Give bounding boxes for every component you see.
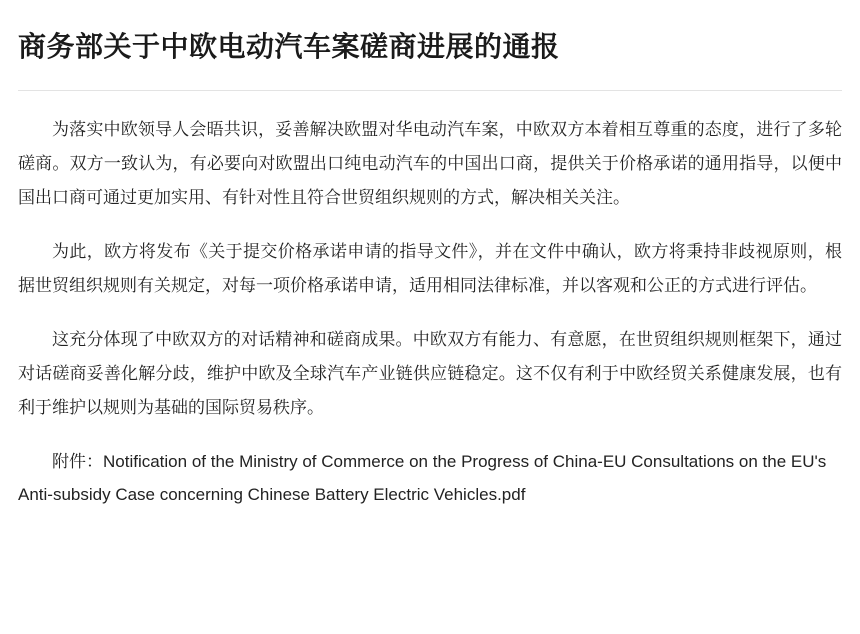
article-body	[18, 113, 842, 511]
body-paragraph: 为落实中欧领导人会晤共识，妥善解决欧盟对华电动汽车案，中欧双方本着相互尊重的态度，进行了多轮磋商。双方一致认为，有必要向对欧盟出口纯电动汽车的中国出口商，提供关于价格承诺的通用指导，以便中国出口商可通过更加实用、有针对性且符合世贸组织规则的方式，解决相关关注。	[18, 119, 842, 207]
body-paragraph: 这充分体现了中欧双方的对话精神和磋商成果。中欧双方有能力、有意愿，在世贸组织规则框架下，通过对话磋商妥善化解分歧，维护中欧及全球汽车产业链供应链稳定。这不仅有利于中欧经贸关系健康发展，也有利于维护以规则为基础的国际贸易秩序。	[18, 329, 842, 417]
title-divider	[18, 90, 842, 91]
body-paragraph: 为此，欧方将发布《关于提交价格承诺申请的指导文件》，并在文件中确认，欧方将秉持非歧视原则，根据世贸组织规则有关规定，对每一项价格承诺申请，适用相同法律标准，并以客观和公正的方式进行评估。	[18, 241, 842, 295]
attachment-link[interactable]: 附件：Notification of the Ministry of Commerce on the Progress of China-EU Consultations on the EU's Anti-subsidy Case concerning Chinese Battery Electric Vehicles.pdf	[18, 451, 827, 504]
page-title: 商务部关于中欧电动汽车案磋商进展的通报	[18, 31, 560, 62]
